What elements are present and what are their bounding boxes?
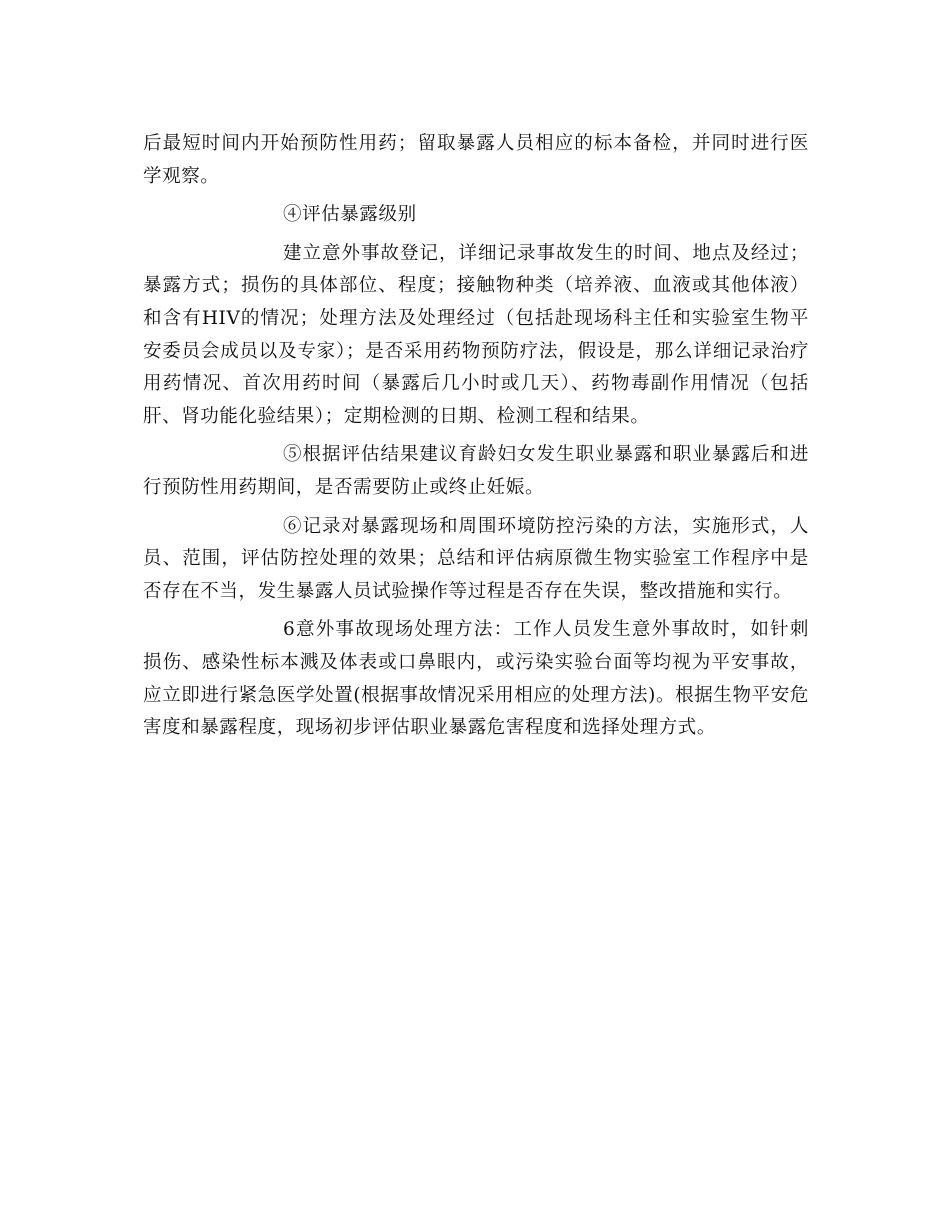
- section-heading-assess-exposure-level: ④评估暴露级别: [283, 204, 417, 226]
- paragraph-contamination-control: ⑥记录对暴露现场和周围环境防控污染的方法，实施形式，人员、范围，评估防控处理的效果；总结和评估病原微生物实验室工作程序中是否存在不当，发生暴露人员试验操作等过程是否存在失误，整改措施和实行。: [143, 515, 809, 602]
- document-body: [143, 128, 809, 751]
- paragraph-continuation: 后最短时间内开始预防性用药；留取暴露人员相应的标本备检，并同时进行医学观察。: [143, 133, 809, 187]
- paragraph-accident-record: 建立意外事故登记，详细记录事故发生的时间、地点及经过；暴露方式；损伤的具体部位、程度；接触物种类（培养液、血液或其他体液）和含有HIV的情况；处理方法及处理经过（包括赴现场科主任和实验室生物平安委员会成员以及专家）；是否采用药物预防疗法，假设是，那么详细记录治疗用药情况、首次用药时间（暴露后几小时或几天）、药物毒副作用情况（包括肝、肾功能化验结果）；定期检测的日期、检测工程和结果。: [143, 242, 809, 427]
- paragraph-onsite-handling: 6意外事故现场处理方法：工作人员发生意外事故时，如针刺损伤、感染性标本溅及体表或口鼻眼内，或污染实验台面等均视为平安事故，应立即进行紧急医学处置(根据事故情况采用相应的处理方法)。根据生物平安危害度和暴露程度，现场初步评估职业暴露危害程度和选择处理方式。: [143, 619, 809, 739]
- paragraph-pregnancy-advice: ⑤根据评估结果建议育龄妇女发生职业暴露和职业暴露后和进行预防性用药期间，是否需要防止或终止妊娠。: [143, 444, 809, 498]
